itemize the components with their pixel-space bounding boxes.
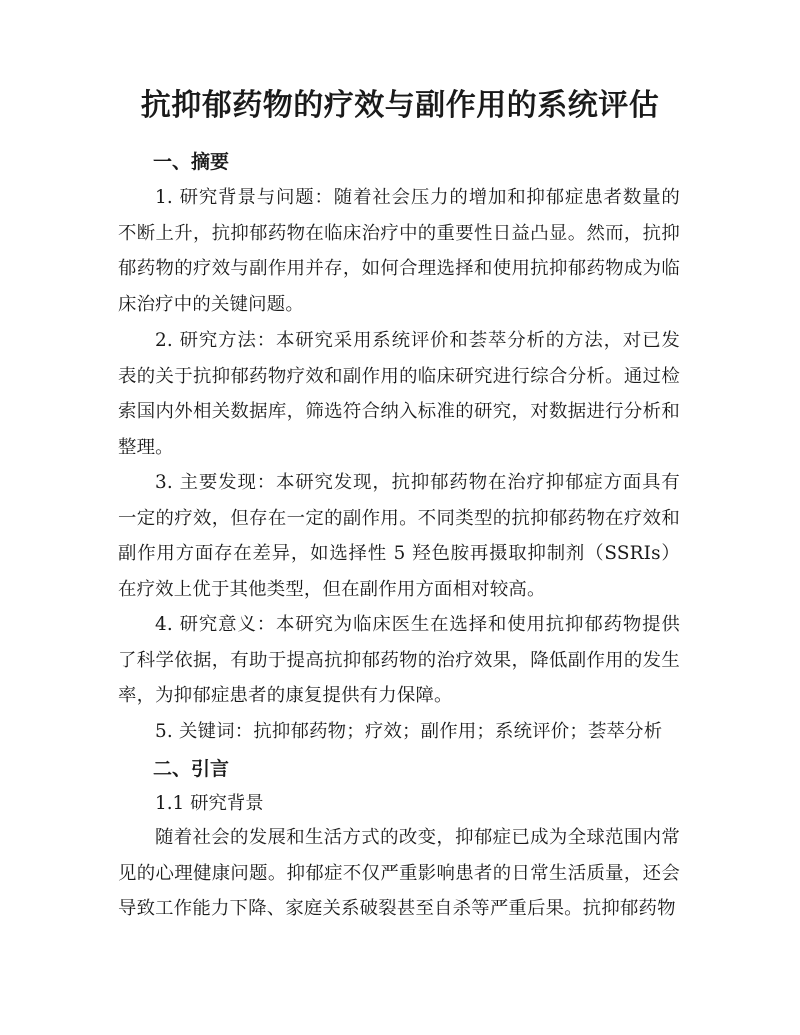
abstract-item-number: 3.: [155, 472, 173, 493]
document-title: 抗抑郁药物的疗效与副作用的系统评估: [140, 88, 660, 123]
abstract-item-3: [118, 465, 680, 607]
abstract-item-text: 研究方法：本研究采用系统评价和荟萃分析的方法，对已发表的关于抗抑郁药物疗效和副作用的临床研究进行综合分析。通过检索国内外相关数据库，筛选符合纳入标准的研究，对数据进行分析和整理。: [118, 330, 680, 458]
abstract-item-5: [118, 714, 680, 750]
abstract-item-text: 主要发现：本研究发现，抗抑郁药物在治疗抑郁症方面具有一定的疗效，但存在一定的副作用。不同类型的抗抑郁药物在疗效和副作用方面存在差异，如选择性 5 羟色胺再摄取抑制剂（SSRIs）在疗效上优于其他类型，但在副作用方面相对较高。: [118, 472, 680, 600]
abstract-item-2: [118, 323, 680, 465]
abstract-item-4: [118, 607, 680, 714]
abstract-item-number: 2.: [155, 330, 173, 351]
introduction-heading: 二、引言: [153, 758, 230, 780]
abstract-item-text: 研究背景与问题：随着社会压力的增加和抑郁症患者数量的不断上升，抗抑郁药物在临床治疗中的重要性日益凸显。然而，抗抑郁药物的疗效与副作用并存，如何合理选择和使用抗抑郁药物成为临床治疗中的关键问题。: [118, 187, 680, 315]
abstract-item-text: 研究意义：本研究为临床医生在选择和使用抗抑郁药物提供了科学依据，有助于提高抗抑郁药物的治疗效果，降低副作用的发生率，为抑郁症患者的康复提供有力保障。: [118, 614, 680, 706]
abstract-heading: 一、摘要: [153, 151, 230, 173]
abstract-item-1: [118, 180, 680, 322]
abstract-item-number: 1.: [155, 187, 173, 208]
introduction-paragraph: 随着社会的发展和生活方式的改变，抑郁症已成为全球范围内常见的心理健康问题。抑郁症不仅严重影响患者的日常生活质量，还会导致工作能力下降、家庭关系破裂甚至自杀等严重后果。抗抑郁药物: [118, 827, 680, 919]
abstract-item-number: 5.: [155, 721, 173, 742]
introduction-subheading: 1.1 研究背景: [155, 793, 264, 814]
abstract-item-text: 关键词：抗抑郁药物；疗效；副作用；系统评价；荟萃分析: [178, 721, 663, 742]
abstract-item-number: 4.: [155, 614, 173, 635]
